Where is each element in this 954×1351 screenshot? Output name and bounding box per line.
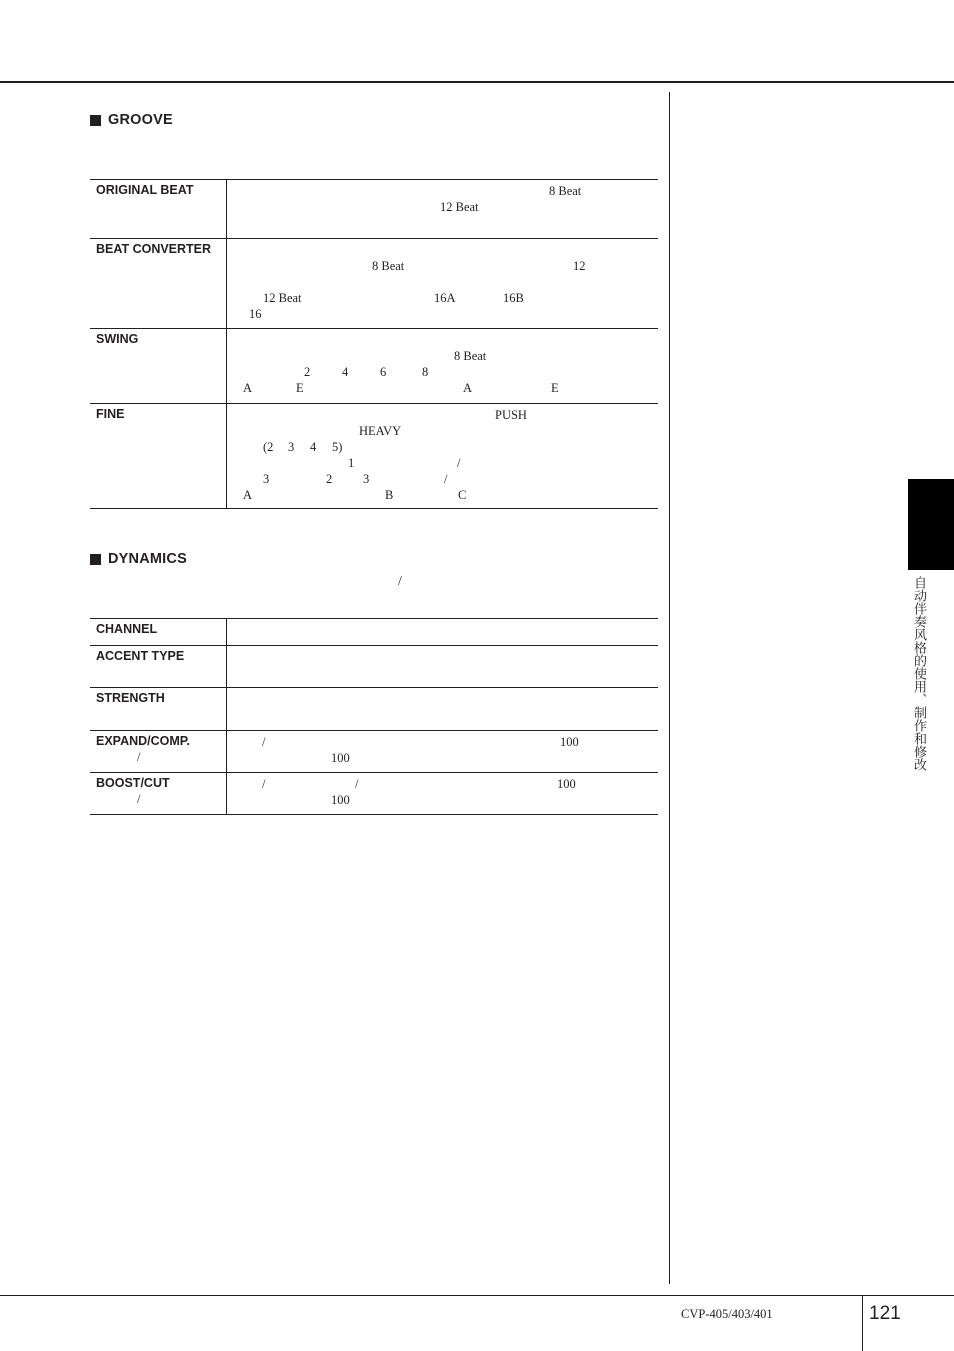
row-label: ACCENT TYPE [96, 649, 185, 663]
dynamics-heading [90, 551, 187, 567]
footer-rule [0, 1295, 954, 1296]
table-row [90, 618, 658, 645]
table-row [90, 687, 658, 730]
dynamics-intro: / [398, 574, 402, 589]
row-label: BOOST/CUT [96, 776, 170, 790]
model-number: CVP-405/403/401 [681, 1307, 773, 1321]
row-label: STRENGTH [96, 691, 165, 705]
table-row [90, 645, 658, 687]
square-bullet-icon [90, 554, 101, 565]
footer-divider [862, 1296, 863, 1351]
chapter-title: 自动伴奏风格的使用、制作和修改 [911, 576, 926, 771]
row-label: ORIGINAL BEAT [96, 183, 194, 197]
dynamics-title: DYNAMICS [108, 551, 187, 567]
square-bullet-icon [90, 115, 101, 126]
row-label: SWING [96, 332, 139, 346]
table-row: ORIGINAL BEAT 8 Beat 12 Beat [90, 179, 658, 238]
page-number: 121 [869, 1303, 901, 1324]
chapter-tab [908, 479, 954, 570]
table-row: BOOST/CUT / / / 100 100 [90, 772, 658, 815]
header-rule [0, 81, 954, 83]
row-label: BEAT CONVERTER [96, 242, 212, 256]
table-row: FINE PUSH HEAVY (2 3 4 5) 1 / 3 2 3 / A B C [90, 403, 658, 509]
table-row: SWING 8 Beat 2 4 6 8 A E A E [90, 328, 658, 403]
row-label: EXPAND/COMP. [96, 734, 191, 748]
table-row: EXPAND/COMP. / / 100 100 [90, 730, 658, 772]
groove-title: GROOVE [108, 112, 173, 128]
groove-heading [90, 112, 173, 128]
column-divider [669, 92, 670, 1284]
row-label: CHANNEL [96, 622, 158, 636]
row-label: FINE [96, 407, 125, 421]
table-row: BEAT CONVERTER 8 Beat 12 12 Beat 16A 16B 16 [90, 238, 658, 328]
